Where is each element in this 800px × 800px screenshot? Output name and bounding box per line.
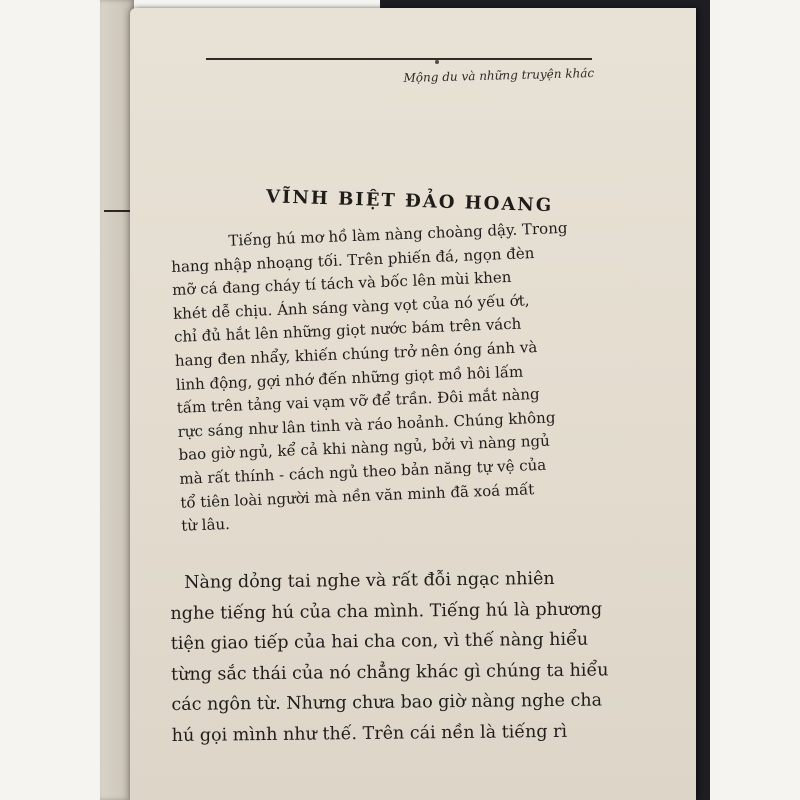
text-line: Tiếng hú mơ hồ làm nàng choàng dậy. Trong (228, 218, 568, 250)
text-line: hang nhập nhoạng tối. Trên phiến đá, ngọn đèn (170, 243, 535, 276)
text-line: tiện giao tiếp của hai cha con, vì thế nàng hiểu (170, 629, 589, 655)
text-line: từ lâu. (180, 515, 231, 535)
text-line: nghe tiếng hú của cha mình. Tiếng hú là phương (170, 599, 603, 624)
text-line: linh động, gợi nhớ đến những giọt mồ hôi lấm (175, 362, 524, 394)
text-line: Nàng dỏng tai nghe và rất đỗi ngạc nhiên (184, 568, 555, 593)
header-rule (206, 58, 592, 60)
paragraph-2 (170, 563, 690, 752)
text-line: tổ tiên loài người mà nền văn minh đã xoá mất (180, 479, 535, 512)
running-header: Mộng du và những truyện khác (403, 66, 595, 85)
paragraph-1 (170, 215, 627, 539)
text-line: các ngôn từ. Nhưng chưa bao giờ nàng nghe cha (171, 690, 603, 716)
text-line: bao giờ ngủ, kể cả khi nàng ngủ, bởi vì nàng ngủ (178, 431, 551, 465)
ink-spot (435, 60, 439, 64)
text-line: mà rất thính - cách ngủ theo bản năng tự vệ của (179, 455, 547, 488)
text-line: hú gọi mình như thế. Trên cái nền là tiếng rì (171, 721, 568, 746)
text-line: rực sáng như lân tinh và ráo hoảnh. Chúng không (177, 408, 556, 441)
chapter-title: VĨNH BIỆT ĐẢO HOANG (265, 186, 554, 217)
text-line: hang đen nhẩy, khiến chúng trở nên óng ánh và (174, 337, 538, 370)
book-edge (100, 0, 134, 800)
text-line: tấm trên tảng vai vạm vỡ để trần. Đôi mắt nàng (176, 385, 540, 418)
text-line: chỉ đủ hắt lên những giọt nước bám trên vách (173, 314, 522, 347)
book-edge-mark (104, 210, 132, 212)
text-line: từng sắc thái của nó chẳng khác gì chúng ta hiểu (171, 660, 609, 685)
text-line: khét dễ chịu. Ánh sáng vàng vọt của nó yếu ớt, (172, 291, 530, 323)
text-line: mỡ cá đang cháy tí tách và bốc lên mùi khen (171, 268, 512, 300)
